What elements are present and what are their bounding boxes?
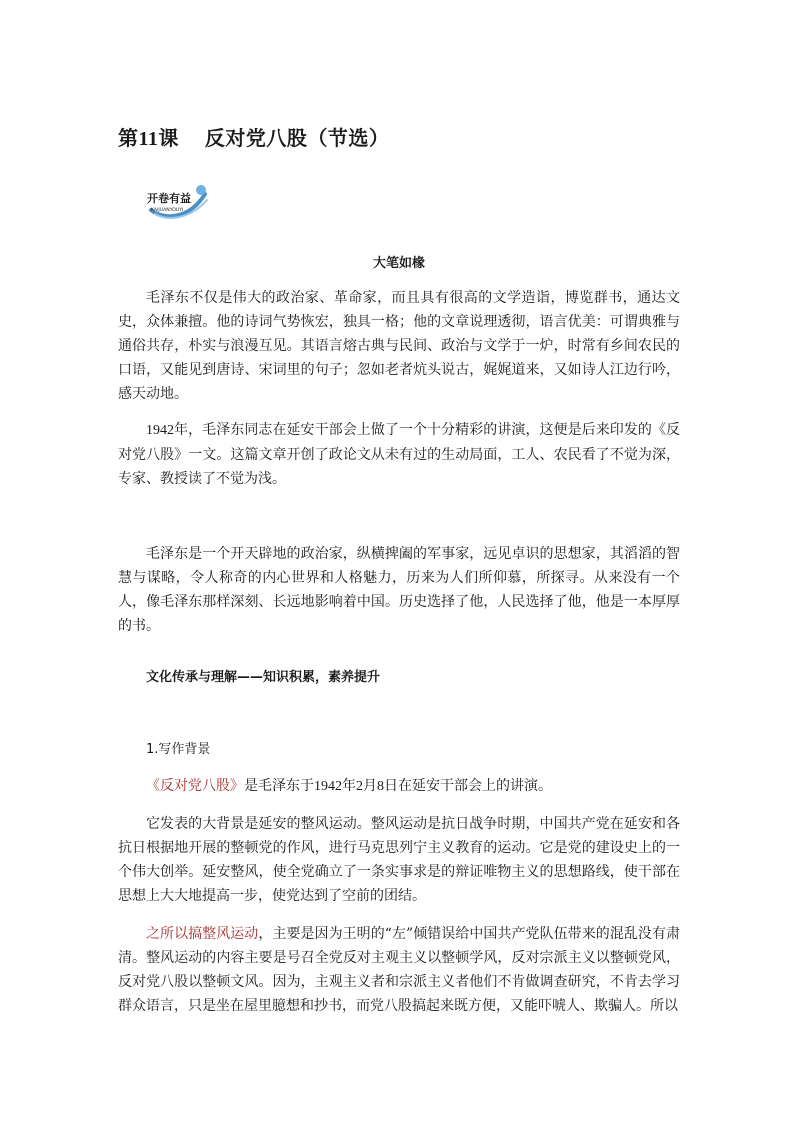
highlight-title-link[interactable]: 《反对党八股》 [146,778,244,794]
paragraph-1942 [118,418,680,491]
section-heading-culture: 文化传承与理解——知识积累，素养提升 [146,670,381,685]
lesson-prefix: 第 [118,126,139,150]
date-year: 1942 [314,779,342,794]
paragraph-reason [118,922,680,1018]
section-heading-dabi: 大笔如椽 [372,256,425,271]
date-day: 8 [377,779,384,794]
date-text-b: 年 [342,778,356,794]
paragraph-speech-date [118,774,680,799]
kaijuanyouyi-logo [145,180,209,224]
date-month: 2 [356,779,363,794]
lesson-name: 反对党八股（节选） [204,126,390,150]
logo-text-pinyin: KAIJUANYOUYI [151,208,184,213]
date-text-a: 是毛泽东于 [244,778,314,794]
paragraph-reason-text: ，主要是因为王明的“左”倾错误给中国共产党队伍带来的混乱没有肃清。整风运动的内容主要是号召全党反对主观主义以整顿学风，反对宗派主义以整顿党风，反对党八股以整顿文风。因为，主观主义者和宗派主义者他们不肯做调查研究，不肯去学习群众语言，只是坐在屋里臆想和抄书，而党八股搞起来既方便，又能吓唬人、欺骗人。所以 [118,926,680,1014]
paragraph-tribute: 毛泽东是一个开天辟地的政治家，纵横捭阖的军事家，远见卓识的思想家，其滔滔的智慧与谋略，令人称奇的内心世界和人格魅力，历来为人们所仰慕，所探寻。从来没有一个人，像毛泽东那样深刻、长远地影响着中国。历史选择了他，人民选择了他，他是一本厚厚的书。 [118,546,680,634]
paragraph-1942-text: 年，毛泽东同志在延安干部会上做了一个十分精彩的讲演，这便是后来印发的《反对党八股》一文。这篇文章开创了政论文从未有过的生动局面，工人、农民看了不觉为深，专家、教授读了不觉为浅。 [118,422,680,487]
subheading-background: 1.写作背景 [146,742,211,757]
date-text-c: 月 [363,778,377,794]
lesson-suffix: 课 [158,126,179,150]
year-1942: 1942 [146,423,174,438]
lesson-number: 11 [138,128,159,150]
highlight-reason-link[interactable]: 之所以搞整风运动 [146,926,259,942]
lesson-title [118,122,389,151]
paragraph-rectification: 它发表的大背景是延安的整风运动。整风运动是抗日战争时期，中国共产党在延安和各抗日根据地开展的整顿党的作风，进行马克思列宁主义教育的运动。它是党的建设史上的一个伟大创举。延安整风，使全党确立了一条实事求是的辩证唯物主义的思想路线，使干部在思想上大大地提高一步，使党达到了空前的团结。 [118,816,680,904]
date-text-d: 日在延安干部会上的讲演。 [384,778,552,794]
paragraph-intro: 毛泽东不仅是伟大的政治家、革命家，而且具有很高的文学造诣，博览群书，通达文史，众体兼擅。他的诗词气势恢宏，独具一格；他的文章说理透彻，语言优美：可谓典雅与通俗共存，朴实与浪漫互见。其语言熔古典与民间、政治与文学于一炉，时常有乡间农民的口语，又能见到唐诗、宋词里的句子；忽如老者炕头说古，娓娓道来，又如诗人江边行吟，感天动地。 [118,290,680,402]
logo-text-cn: 开卷有益 [147,192,191,205]
